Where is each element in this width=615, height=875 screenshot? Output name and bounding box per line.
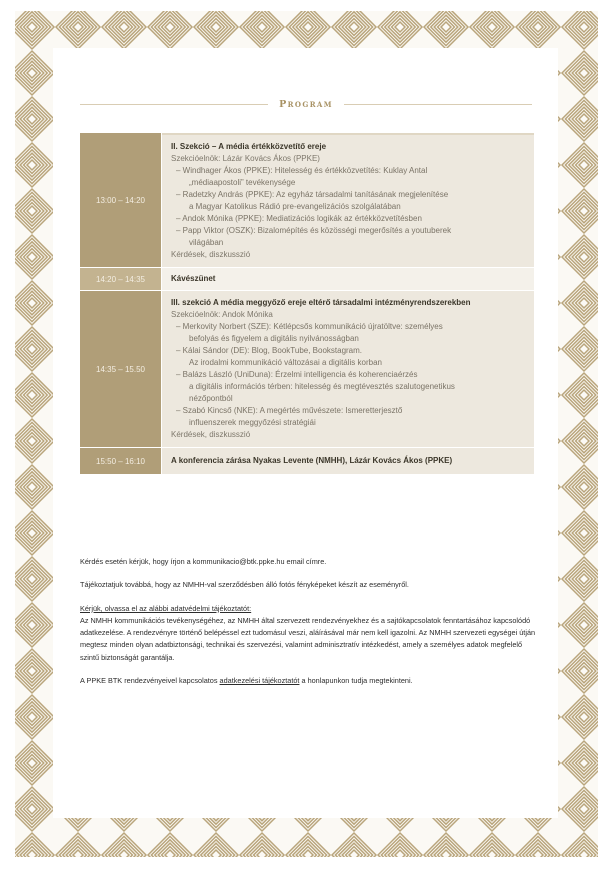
privacy-policy-link[interactable]: adatkezelési tájékoztatót — [219, 676, 300, 686]
talk-item — [171, 405, 526, 429]
section-heading — [80, 98, 532, 112]
talk-text: – Windhager Ákos (PPKE): Hitelesség és értékközvetítés: Kuklay Antal — [176, 166, 428, 175]
talk-text: – Papp Viktor (OSZK): Bizalomépítés és közösségi megerősítés a youtuberek — [176, 226, 452, 235]
talk-text: – Kálai Sándor (DE): Blog, BookTube, Bookstagram. — [176, 346, 363, 355]
program-row — [80, 133, 534, 268]
program-row — [80, 448, 534, 475]
talk-text-cont: „médiaapostoli” tevékenysége — [189, 178, 296, 187]
talk-text-cont: a Magyar Katolikus Rádió pre-evangelizációs szolgálatában — [189, 202, 401, 211]
privacy-heading: Kérjük, olvassa el az alábbi adatvédelmi tájékoztatót: — [80, 603, 252, 613]
time-cell: 14:35 – 15.50 — [80, 291, 162, 447]
privacy-block — [80, 603, 536, 664]
time-cell: 13:00 – 14:20 — [80, 133, 162, 267]
talk-text-cont: influenszerek meggyőzési stratégiái — [189, 418, 316, 427]
talk-text: – Radetzky András (PPKE): Az egyház társadalmi tanításának megjelenítése — [176, 190, 449, 199]
talk-item — [171, 189, 526, 213]
talk-item — [171, 345, 526, 369]
talk-text: – Balázs László (UniDuna): Érzelmi intelligencia és koherenciaérzés — [176, 370, 418, 379]
talk-text-cont: befolyás és figyelem a digitális nyilvánosságban — [189, 334, 359, 343]
program-row — [80, 291, 534, 448]
session-title: Kávészünet — [171, 274, 216, 283]
session-title: II. Szekció – A média értékközvetítő ereje — [171, 142, 327, 151]
session-closing: Kérdések, diszkusszió — [171, 430, 251, 439]
privacy-body: Az NMHH kommunikációs tevékenységéhez, az NMHH által szervezett rendezvényekhez és a sajtókapcsolatok fenntartásához kapcsolódó adatkezelése. A rendezvényre történő belépéssel ezt tudomásul veszi, aláírásával már nem kell igazolni. Az NMHH szervezeti egységei útján megtesz minden olyan adatbiztonsági, technikai és szervezési, valamint adminisztratív intézkedést, amely a személyes adatok megfelelő szintű biztonságát garantálja. — [80, 615, 536, 662]
heading-rule-left — [80, 104, 268, 105]
talk-text: – Szabó Kincső (NKE): A megértés művészete: Ismeretterjesztő — [176, 406, 403, 415]
contact-note: Kérdés esetén kérjük, hogy írjon a kommunikacio@btk.ppke.hu email címre. — [80, 557, 327, 566]
talk-text-cont: a digitális információs térben: hitelesség és megtévesztés szalutogenetikus — [189, 382, 455, 391]
program-row — [80, 268, 534, 291]
ppke-note-text: A PPKE BTK rendezvényeivel kapcsolatos — [80, 676, 220, 686]
session-cell — [162, 133, 534, 267]
session-cell — [162, 448, 534, 474]
ppke-note — [80, 675, 536, 687]
session-closing: Kérdések, diszkusszió — [171, 250, 251, 259]
talk-item — [171, 321, 526, 345]
talk-item — [171, 165, 526, 189]
heading-rule-right — [344, 104, 532, 105]
time-cell: 15:50 – 16:10 — [80, 448, 162, 474]
talk-text: – Andok Mónika (PPKE): Mediatizációs logikák az értékközvetítésben — [176, 214, 422, 223]
talk-item — [171, 225, 526, 249]
talk-text-cont: Az irodalmi kommunikáció változásai a digitális korban — [189, 358, 382, 367]
talk-text: – Merkovity Norbert (SZE): Kétlépcsős kommunikáció újratöltve: személyes — [176, 322, 443, 331]
session-title: III. szekció A média meggyőző ereje eltérő társadalmi intézményrendszerekben — [171, 298, 471, 307]
ppke-note-text-end: a honlapunkon tudja megtekinteni. — [299, 676, 413, 686]
notes-section — [80, 556, 536, 698]
session-chair: Szekcióelnök: Lázár Kovács Ákos (PPKE) — [171, 154, 320, 163]
talk-text-cont: nézőpontból — [189, 394, 233, 403]
session-cell — [162, 268, 534, 290]
program-table — [80, 133, 534, 475]
session-chair: Szekcióelnök: Andok Mónika — [171, 310, 273, 319]
talk-text-cont: világában — [189, 238, 224, 247]
photo-note: Tájékoztatjuk továbbá, hogy az NMHH-val szerződésben álló fotós fényképeket készít az eseményről. — [80, 580, 409, 590]
session-cell — [162, 291, 534, 447]
talk-item — [171, 213, 526, 225]
section-title: Program — [279, 99, 333, 110]
time-cell: 14:20 – 14:35 — [80, 268, 162, 290]
session-title: A konferencia zárása Nyakas Levente (NMHH), Lázár Kovács Ákos (PPKE) — [171, 456, 453, 465]
talk-item — [171, 369, 526, 405]
